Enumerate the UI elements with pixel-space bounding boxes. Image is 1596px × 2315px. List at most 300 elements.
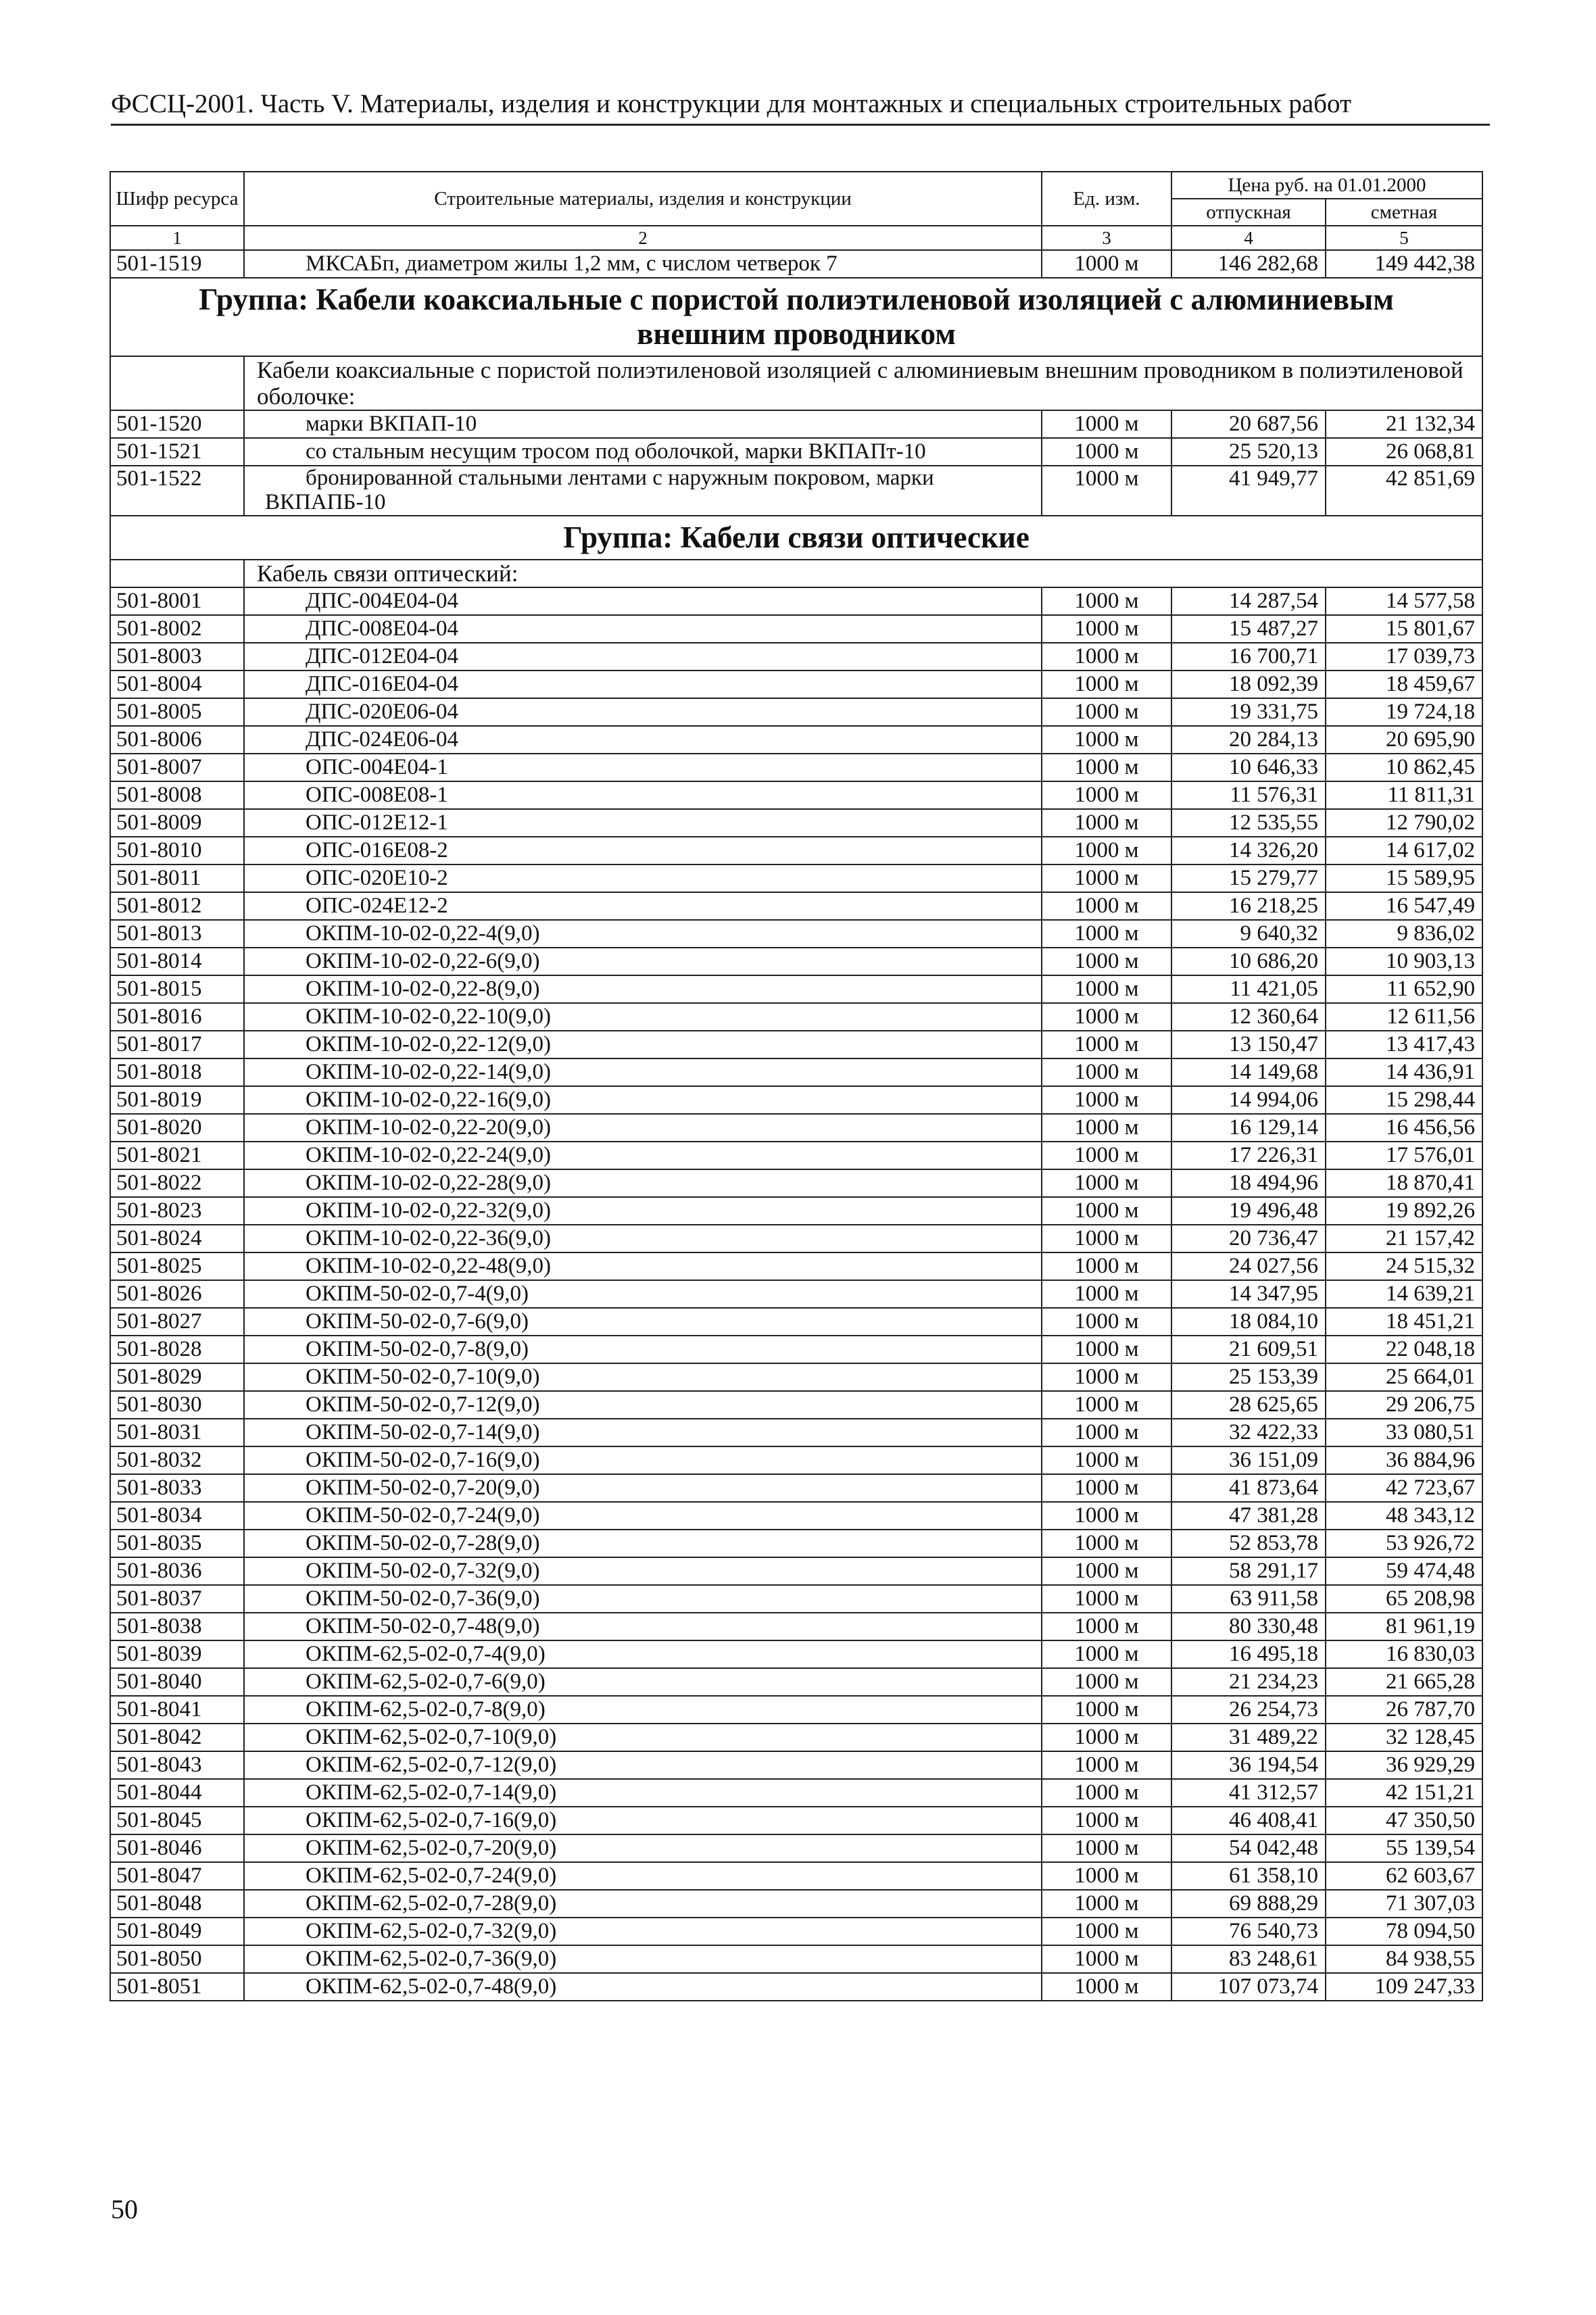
estimate-price: 42 851,69: [1326, 466, 1482, 516]
table-row: [110, 1252, 1482, 1280]
resource-code: 501-8018: [110, 1058, 244, 1086]
material-name: ОКПМ-10-02-0,22-48(9,0): [244, 1252, 1042, 1280]
table-row: [110, 920, 1482, 948]
unit-of-measure: 1000 м: [1042, 1391, 1171, 1419]
page-number: 50: [111, 2194, 138, 2224]
resource-code: 501-8044: [110, 1779, 244, 1807]
resource-code: 501-8033: [110, 1474, 244, 1502]
resource-code: 501-8030: [110, 1391, 244, 1419]
material-name: ОКПМ-10-02-0,22-8(9,0): [244, 975, 1042, 1003]
resource-code: 501-8036: [110, 1557, 244, 1585]
material-name: ДПС-016Е04-04: [244, 671, 1042, 698]
resource-code: 501-8025: [110, 1252, 244, 1280]
resource-code: 501-8040: [110, 1668, 244, 1696]
estimate-price: 48 343,12: [1326, 1502, 1482, 1530]
release-price: 76 540,73: [1171, 1918, 1326, 1945]
material-name: ОКПМ-50-02-0,7-20(9,0): [244, 1474, 1042, 1502]
resource-code: 501-8045: [110, 1807, 244, 1834]
unit-of-measure: 1000 м: [1042, 643, 1171, 671]
resource-code: 501-8008: [110, 781, 244, 809]
table-row: [110, 1474, 1482, 1502]
table-row: [110, 615, 1482, 643]
table-row: [110, 410, 1482, 438]
estimate-price: 149 442,38: [1326, 250, 1482, 278]
estimate-price: 10 862,45: [1326, 754, 1482, 781]
release-price: 26 254,73: [1171, 1696, 1326, 1724]
material-name: ОКПМ-62,5-02-0,7-8(9,0): [244, 1696, 1042, 1724]
estimate-price: 55 139,54: [1326, 1834, 1482, 1862]
header-name: Строительные материалы, изделия и конструкции: [244, 172, 1042, 226]
material-name: ОКПМ-50-02-0,7-36(9,0): [244, 1585, 1042, 1613]
estimate-price: 12 611,56: [1326, 1003, 1482, 1031]
unit-of-measure: 1000 м: [1042, 1225, 1171, 1252]
estimate-price: 21 157,42: [1326, 1225, 1482, 1252]
resource-code: 501-8035: [110, 1530, 244, 1557]
unit-of-measure: 1000 м: [1042, 1751, 1171, 1779]
unit-of-measure: 1000 м: [1042, 671, 1171, 698]
resource-code: 501-8005: [110, 698, 244, 726]
estimate-price: 32 128,45: [1326, 1724, 1482, 1751]
page-header: ФССЦ-2001. Часть V. Материалы, изделия и конструкции для монтажных и специальных строительных работ: [111, 89, 1490, 126]
unit-of-measure: 1000 м: [1042, 1308, 1171, 1336]
estimate-price: 14 617,02: [1326, 837, 1482, 864]
table-row: [110, 1945, 1482, 1973]
table-row: [110, 1197, 1482, 1225]
table-row: [110, 892, 1482, 920]
material-name: ОКПМ-10-02-0,22-28(9,0): [244, 1169, 1042, 1197]
estimate-price: 11 652,90: [1326, 975, 1482, 1003]
material-name: ОКПМ-62,5-02-0,7-14(9,0): [244, 1779, 1042, 1807]
material-name: ОКПМ-62,5-02-0,7-16(9,0): [244, 1807, 1042, 1834]
material-name: ОКПМ-62,5-02-0,7-4(9,0): [244, 1640, 1042, 1668]
material-name: МКСАБп, диаметром жилы 1,2 мм, с числом четверок 7: [244, 250, 1042, 278]
release-price: 28 625,65: [1171, 1391, 1326, 1419]
resource-code: 501-8004: [110, 671, 244, 698]
table-row: [110, 754, 1482, 781]
table-row: [110, 1363, 1482, 1391]
material-name: ОКПМ-50-02-0,7-6(9,0): [244, 1308, 1042, 1336]
material-name: ОКПМ-50-02-0,7-4(9,0): [244, 1280, 1042, 1308]
unit-of-measure: 1000 м: [1042, 1252, 1171, 1280]
estimate-price: 11 811,31: [1326, 781, 1482, 809]
unit-of-measure: 1000 м: [1042, 1336, 1171, 1363]
table-row: [110, 1724, 1482, 1751]
material-name: ОКПМ-50-02-0,7-12(9,0): [244, 1391, 1042, 1419]
estimate-price: 15 589,95: [1326, 864, 1482, 892]
material-name: ОКПМ-50-02-0,7-8(9,0): [244, 1336, 1042, 1363]
table-row: [110, 1225, 1482, 1252]
release-price: 16 218,25: [1171, 892, 1326, 920]
material-name: ОКПМ-62,5-02-0,7-24(9,0): [244, 1862, 1042, 1890]
release-price: 83 248,61: [1171, 1945, 1326, 1973]
resource-code: 501-8020: [110, 1114, 244, 1142]
subheading-text: Кабель связи оптический:: [244, 560, 1482, 587]
table-row: [110, 1419, 1482, 1446]
resource-code: 501-8014: [110, 948, 244, 975]
resource-code: 501-1522: [110, 466, 244, 516]
release-price: 36 194,54: [1171, 1751, 1326, 1779]
material-name: ОКПМ-10-02-0,22-20(9,0): [244, 1114, 1042, 1142]
table-row: [110, 1834, 1482, 1862]
release-price: 47 381,28: [1171, 1502, 1326, 1530]
unit-of-measure: 1000 м: [1042, 410, 1171, 438]
table-row: [110, 250, 1482, 278]
unit-of-measure: 1000 м: [1042, 1031, 1171, 1058]
table-header-row: [110, 172, 1482, 199]
estimate-price: 22 048,18: [1326, 1336, 1482, 1363]
release-price: 18 084,10: [1171, 1308, 1326, 1336]
table-row: [110, 1585, 1482, 1613]
table-row: [110, 975, 1482, 1003]
material-name: ДПС-004Е04-04: [244, 587, 1042, 615]
material-name: ОКПМ-50-02-0,7-32(9,0): [244, 1557, 1042, 1585]
resource-code: 501-8003: [110, 643, 244, 671]
header-unit: Ед. изм.: [1042, 172, 1171, 226]
material-name: ОКПМ-50-02-0,7-48(9,0): [244, 1613, 1042, 1640]
estimate-price: 18 870,41: [1326, 1169, 1482, 1197]
resource-code: 501-8001: [110, 587, 244, 615]
resource-code: 501-8034: [110, 1502, 244, 1530]
material-name: ОПС-016Е08-2: [244, 837, 1042, 864]
unit-of-measure: 1000 м: [1042, 1502, 1171, 1530]
table-row: [110, 1751, 1482, 1779]
resource-code: 501-8048: [110, 1890, 244, 1918]
unit-of-measure: 1000 м: [1042, 1613, 1171, 1640]
subheading-row: [110, 356, 1482, 410]
unit-of-measure: 1000 м: [1042, 615, 1171, 643]
unit-of-measure: 1000 м: [1042, 1724, 1171, 1751]
unit-of-measure: 1000 м: [1042, 1779, 1171, 1807]
unit-of-measure: 1000 м: [1042, 1834, 1171, 1862]
estimate-price: 12 790,02: [1326, 809, 1482, 837]
unit-of-measure: 1000 м: [1042, 250, 1171, 278]
release-price: 107 073,74: [1171, 1973, 1326, 2001]
resource-code: 501-8024: [110, 1225, 244, 1252]
release-price: 14 149,68: [1171, 1058, 1326, 1086]
unit-of-measure: 1000 м: [1042, 1668, 1171, 1696]
material-name: ОПС-024Е12-2: [244, 892, 1042, 920]
estimate-price: 19 724,18: [1326, 698, 1482, 726]
estimate-price: 59 474,48: [1326, 1557, 1482, 1585]
resource-code: 501-8047: [110, 1862, 244, 1890]
release-price: 21 609,51: [1171, 1336, 1326, 1363]
table-row: [110, 1668, 1482, 1696]
material-name: марки ВКПАП-10: [244, 410, 1042, 438]
unit-of-measure: 1000 м: [1042, 1474, 1171, 1502]
material-name: ОКПМ-10-02-0,22-12(9,0): [244, 1031, 1042, 1058]
table-row: [110, 1918, 1482, 1945]
resource-code: 501-8038: [110, 1613, 244, 1640]
release-price: 10 646,33: [1171, 754, 1326, 781]
resource-code: 501-8011: [110, 864, 244, 892]
unit-of-measure: 1000 м: [1042, 1530, 1171, 1557]
material-name: ОКПМ-50-02-0,7-24(9,0): [244, 1502, 1042, 1530]
table-row: [110, 1640, 1482, 1668]
table-row: [110, 837, 1482, 864]
resource-code: 501-1521: [110, 438, 244, 466]
material-name: ДПС-008Е04-04: [244, 615, 1042, 643]
estimate-price: 14 577,58: [1326, 587, 1482, 615]
estimate-price: 14 639,21: [1326, 1280, 1482, 1308]
table-row: [110, 864, 1482, 892]
unit-of-measure: 1000 м: [1042, 1197, 1171, 1225]
release-price: 63 911,58: [1171, 1585, 1326, 1613]
release-price: 41 312,57: [1171, 1779, 1326, 1807]
release-price: 32 422,33: [1171, 1419, 1326, 1446]
resource-code: 501-8031: [110, 1419, 244, 1446]
estimate-price: 42 723,67: [1326, 1474, 1482, 1502]
table-row: [110, 809, 1482, 837]
material-name: ОКПМ-50-02-0,7-28(9,0): [244, 1530, 1042, 1557]
table-row: [110, 1530, 1482, 1557]
estimate-price: 26 787,70: [1326, 1696, 1482, 1724]
resource-code: 501-8043: [110, 1751, 244, 1779]
release-price: 9 640,32: [1171, 920, 1326, 948]
estimate-price: 42 151,21: [1326, 1779, 1482, 1807]
resource-code: 501-8037: [110, 1585, 244, 1613]
estimate-price: 65 208,98: [1326, 1585, 1482, 1613]
price-table: [110, 171, 1483, 2001]
unit-of-measure: 1000 м: [1042, 726, 1171, 754]
estimate-price: 16 830,03: [1326, 1640, 1482, 1668]
release-price: 54 042,48: [1171, 1834, 1326, 1862]
material-name: ДПС-020Е06-04: [244, 698, 1042, 726]
unit-of-measure: 1000 м: [1042, 438, 1171, 466]
estimate-price: 78 094,50: [1326, 1918, 1482, 1945]
estimate-price: 21 665,28: [1326, 1668, 1482, 1696]
subheading-row: [110, 560, 1482, 587]
release-price: 14 994,06: [1171, 1086, 1326, 1114]
release-price: 20 284,13: [1171, 726, 1326, 754]
release-price: 41 873,64: [1171, 1474, 1326, 1502]
unit-of-measure: 1000 м: [1042, 1890, 1171, 1918]
release-price: 24 027,56: [1171, 1252, 1326, 1280]
material-name: ОКПМ-62,5-02-0,7-36(9,0): [244, 1945, 1042, 1973]
estimate-price: 24 515,32: [1326, 1252, 1482, 1280]
header-release: отпускная: [1171, 199, 1326, 226]
unit-of-measure: 1000 м: [1042, 1807, 1171, 1834]
table-row: [110, 1280, 1482, 1308]
unit-of-measure: 1000 м: [1042, 1640, 1171, 1668]
resource-code: 501-8010: [110, 837, 244, 864]
table-row: [110, 948, 1482, 975]
unit-of-measure: 1000 м: [1042, 698, 1171, 726]
material-name: ОКПМ-10-02-0,22-24(9,0): [244, 1142, 1042, 1169]
resource-code: 501-8019: [110, 1086, 244, 1114]
table-row: [110, 1446, 1482, 1474]
unit-of-measure: 1000 м: [1042, 1557, 1171, 1585]
release-price: 58 291,17: [1171, 1557, 1326, 1585]
resource-code: 501-8017: [110, 1031, 244, 1058]
unit-of-measure: 1000 м: [1042, 1585, 1171, 1613]
estimate-price: 36 929,29: [1326, 1751, 1482, 1779]
table-row: [110, 1973, 1482, 2001]
material-name: ОКПМ-10-02-0,22-14(9,0): [244, 1058, 1042, 1086]
unit-of-measure: 1000 м: [1042, 1114, 1171, 1142]
release-price: 17 226,31: [1171, 1142, 1326, 1169]
table-row: [110, 438, 1482, 466]
header-estimate: сметная: [1326, 199, 1482, 226]
column-number-row: [110, 226, 1482, 250]
resource-code: 501-8006: [110, 726, 244, 754]
estimate-price: 84 938,55: [1326, 1945, 1482, 1973]
material-name: ОКПМ-10-02-0,22-6(9,0): [244, 948, 1042, 975]
material-name: ОКПМ-62,5-02-0,7-48(9,0): [244, 1973, 1042, 2001]
material-name: ОКПМ-62,5-02-0,7-28(9,0): [244, 1890, 1042, 1918]
resource-code: 501-8012: [110, 892, 244, 920]
release-price: 14 326,20: [1171, 837, 1326, 864]
unit-of-measure: 1000 м: [1042, 1169, 1171, 1197]
table-row: [110, 1058, 1482, 1086]
estimate-price: 9 836,02: [1326, 920, 1482, 948]
column-number: 3: [1042, 226, 1171, 250]
table-row: [110, 1003, 1482, 1031]
release-price: 16 700,71: [1171, 643, 1326, 671]
release-price: 31 489,22: [1171, 1724, 1326, 1751]
table-row: [110, 1391, 1482, 1419]
resource-code: 501-8029: [110, 1363, 244, 1391]
subheading-text: Кабели коаксиальные с пористой полиэтиленовой изоляцией с алюминиевым внешним проводником в полиэтиленовой оболочке:: [244, 356, 1482, 410]
table-row: [110, 1308, 1482, 1336]
release-price: 12 360,64: [1171, 1003, 1326, 1031]
unit-of-measure: 1000 м: [1042, 1419, 1171, 1446]
estimate-price: 81 961,19: [1326, 1613, 1482, 1640]
resource-code: 501-8050: [110, 1945, 244, 1973]
release-price: 69 888,29: [1171, 1890, 1326, 1918]
resource-code: 501-8015: [110, 975, 244, 1003]
release-price: 15 279,77: [1171, 864, 1326, 892]
estimate-price: 16 547,49: [1326, 892, 1482, 920]
estimate-price: 21 132,34: [1326, 410, 1482, 438]
unit-of-measure: 1000 м: [1042, 1363, 1171, 1391]
table-row: [110, 1779, 1482, 1807]
table-row: [110, 466, 1482, 516]
estimate-price: 18 459,67: [1326, 671, 1482, 698]
estimate-price: 26 068,81: [1326, 438, 1482, 466]
material-name: ОКПМ-50-02-0,7-14(9,0): [244, 1419, 1042, 1446]
price-table-container: [110, 171, 1482, 2001]
release-price: 46 408,41: [1171, 1807, 1326, 1834]
group-heading-row: [110, 516, 1482, 560]
material-name: бронированной стальными лентами с наружным покровом, марки ВКПАПБ-10: [244, 466, 1042, 516]
header-code: Шифр ресурса: [110, 172, 244, 226]
release-price: 10 686,20: [1171, 948, 1326, 975]
estimate-price: 20 695,90: [1326, 726, 1482, 754]
release-price: 12 535,55: [1171, 809, 1326, 837]
table-row: [110, 698, 1482, 726]
release-price: 15 487,27: [1171, 615, 1326, 643]
table-row: [110, 1613, 1482, 1640]
release-price: 20 736,47: [1171, 1225, 1326, 1252]
resource-code: 501-8013: [110, 920, 244, 948]
release-price: 16 495,18: [1171, 1640, 1326, 1668]
resource-code: 501-8007: [110, 754, 244, 781]
estimate-price: 14 436,91: [1326, 1058, 1482, 1086]
material-name: ОКПМ-10-02-0,22-36(9,0): [244, 1225, 1042, 1252]
release-price: 11 421,05: [1171, 975, 1326, 1003]
unit-of-measure: 1000 м: [1042, 864, 1171, 892]
estimate-price: 109 247,33: [1326, 1973, 1482, 2001]
unit-of-measure: 1000 м: [1042, 1862, 1171, 1890]
table-row: [110, 1807, 1482, 1834]
header-price: Цена руб. на 01.01.2000: [1171, 172, 1482, 199]
unit-of-measure: 1000 м: [1042, 1086, 1171, 1114]
unit-of-measure: 1000 м: [1042, 975, 1171, 1003]
material-name: ДПС-024Е06-04: [244, 726, 1042, 754]
estimate-price: 25 664,01: [1326, 1363, 1482, 1391]
table-row: [110, 1142, 1482, 1169]
material-name: ОКПМ-10-02-0,22-10(9,0): [244, 1003, 1042, 1031]
estimate-price: 71 307,03: [1326, 1890, 1482, 1918]
unit-of-measure: 1000 м: [1042, 1918, 1171, 1945]
estimate-price: 13 417,43: [1326, 1031, 1482, 1058]
release-price: 11 576,31: [1171, 781, 1326, 809]
column-number: 2: [244, 226, 1042, 250]
unit-of-measure: 1000 м: [1042, 1696, 1171, 1724]
material-name: ОПС-008Е08-1: [244, 781, 1042, 809]
material-name: ОКПМ-50-02-0,7-16(9,0): [244, 1446, 1042, 1474]
column-number: 5: [1326, 226, 1482, 250]
estimate-price: 36 884,96: [1326, 1446, 1482, 1474]
estimate-price: 33 080,51: [1326, 1419, 1482, 1446]
resource-code: 501-8028: [110, 1336, 244, 1363]
material-name: ДПС-012Е04-04: [244, 643, 1042, 671]
table-row: [110, 1557, 1482, 1585]
group-heading-row: [110, 278, 1482, 356]
material-name: со стальным несущим тросом под оболочкой, марки ВКПАПт-10: [244, 438, 1042, 466]
release-price: 41 949,77: [1171, 466, 1326, 516]
estimate-price: 17 576,01: [1326, 1142, 1482, 1169]
resource-code: 501-8016: [110, 1003, 244, 1031]
estimate-price: 15 801,67: [1326, 615, 1482, 643]
unit-of-measure: 1000 м: [1042, 1280, 1171, 1308]
resource-code: 501-1519: [110, 250, 244, 278]
unit-of-measure: 1000 м: [1042, 1945, 1171, 1973]
table-row: [110, 1169, 1482, 1197]
table-row: [110, 1890, 1482, 1918]
release-price: 16 129,14: [1171, 1114, 1326, 1142]
estimate-price: 15 298,44: [1326, 1086, 1482, 1114]
unit-of-measure: 1000 м: [1042, 920, 1171, 948]
resource-code: 501-8022: [110, 1169, 244, 1197]
unit-of-measure: 1000 м: [1042, 754, 1171, 781]
table-row: [110, 1031, 1482, 1058]
table-body: [110, 250, 1482, 2001]
unit-of-measure: 1000 м: [1042, 781, 1171, 809]
table-row: [110, 643, 1482, 671]
unit-of-measure: 1000 м: [1042, 1058, 1171, 1086]
table-row: [110, 1086, 1482, 1114]
unit-of-measure: 1000 м: [1042, 587, 1171, 615]
release-price: 21 234,23: [1171, 1668, 1326, 1696]
unit-of-measure: 1000 м: [1042, 1142, 1171, 1169]
resource-code: 501-8027: [110, 1308, 244, 1336]
material-name: ОКПМ-62,5-02-0,7-6(9,0): [244, 1668, 1042, 1696]
estimate-price: 18 451,21: [1326, 1308, 1482, 1336]
material-name: ОКПМ-10-02-0,22-16(9,0): [244, 1086, 1042, 1114]
table-row: [110, 1336, 1482, 1363]
estimate-price: 29 206,75: [1326, 1391, 1482, 1419]
resource-code: 501-8023: [110, 1197, 244, 1225]
material-name: ОКПМ-62,5-02-0,7-10(9,0): [244, 1724, 1042, 1751]
estimate-price: 16 456,56: [1326, 1114, 1482, 1142]
estimate-price: 62 603,67: [1326, 1862, 1482, 1890]
group-title: Группа: Кабели коаксиальные с пористой полиэтиленовой изоляцией с алюминиевым внешним проводником: [110, 278, 1482, 356]
material-name: ОКПМ-10-02-0,22-32(9,0): [244, 1197, 1042, 1225]
table-row: [110, 587, 1482, 615]
release-price: 80 330,48: [1171, 1613, 1326, 1640]
resource-code: 501-8009: [110, 809, 244, 837]
